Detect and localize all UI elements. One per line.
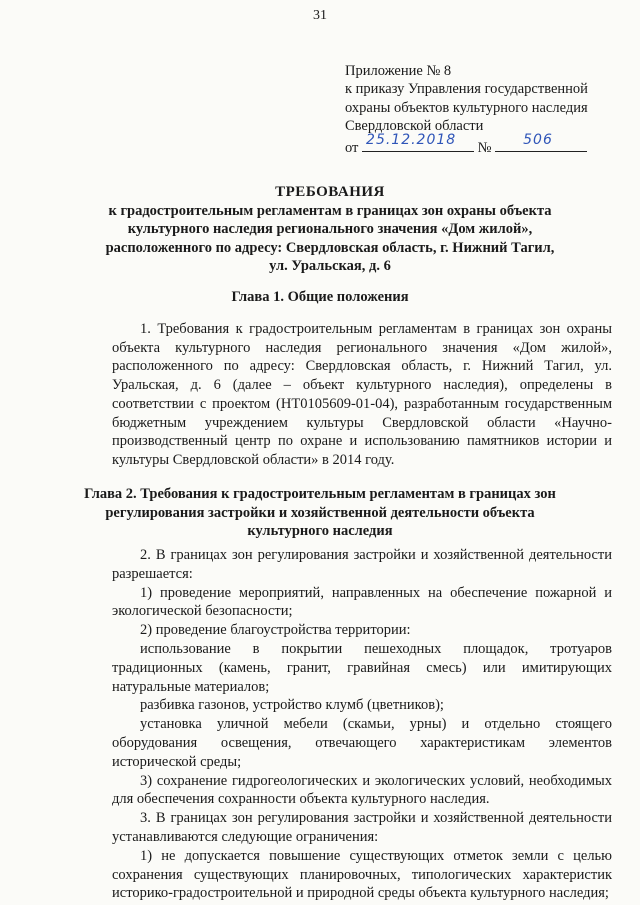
list-item: 1) не допускается повышение существующих отметок земли с целью сохранения существующих планировочных, типологических характеристик историко-градостроительной и природной среды объекта культурного наследия;: [112, 847, 612, 902]
from-label: от: [345, 139, 359, 156]
appendix-line-1: Приложение № 8: [345, 63, 452, 79]
chapter-1-heading: Глава 1. Общие положения: [231, 289, 409, 305]
title-line-2: культурного наследия регионального значения «Дом жилой»,: [127, 221, 533, 238]
chapter-2-heading-line-3: культурного наследия: [247, 523, 393, 540]
appendix-line-4: Свердловской области: [345, 118, 484, 135]
appendix-date-line: [345, 132, 588, 157]
date-field: [362, 132, 474, 152]
document-title: [80, 183, 580, 276]
paragraph-1-text: 1. Требования к градостроительным регламентам в границах зон охраны объекта культурного наследия регионального значения «Дом жилой», расположенного по адресу: Свердловская область, г. Нижний Тагил, ул. Уральская, д. 6 (далее – объект культурного наследия), определены в соответствии с проектом (НТ0105609-01-04), разработанным государственным бюджетным учреждением культуры Свердловской области «Научно-производственный центр по охране и использованию памятников истории и культуры Свердловской области» в 2014 году.: [112, 321, 612, 468]
appendix-line-2: к приказу Управления государственной: [345, 81, 588, 98]
number-label: №: [477, 139, 492, 156]
list-item: использование в покрытии пешеходных площадок, тротуаров традиционных (камень, гранит, гравийная смесь) или имитирующих натуральные материалов;: [112, 640, 612, 695]
list-item: 2. В границах зон регулирования застройки и хозяйственной деятельности разрешается:: [112, 547, 612, 582]
list-item: 3) сохранение гидрогеологических и экологических условий, необходимых для обеспечения сохранности объекта культурного наследия.: [112, 772, 612, 808]
chapter-2-heading-line-1: Глава 2. Требования к градостроительным регламентам в границах зон: [84, 486, 556, 502]
handwritten-date: 25.12.2018: [366, 132, 457, 149]
list-item: 1) проведение мероприятий, направленных на обеспечение пожарной и экологической безопасности;: [112, 584, 612, 620]
handwritten-number: 506: [523, 132, 553, 149]
title-line-3: расположенного по адресу: Свердловская область, г. Нижний Тагил,: [105, 239, 555, 256]
chapter-2-body: [112, 546, 612, 903]
list-item: 3. В границах зон регулирования застройки и хозяйственной деятельности устанавливаются следующие ограничения:: [112, 810, 612, 845]
chapter-1-paragraph: [112, 320, 612, 470]
list-item: разбивка газонов, устройство клумб (цветников);: [140, 697, 444, 714]
list-item: установка уличной мебели (скамьи, урны) и отдельно стоящего оборудования освещения, отвечающего характеристикам элементов исторической среды;: [112, 716, 612, 770]
title-line-1: к градостроительным регламентам в границах зон охраны объекта: [108, 202, 552, 219]
chapter-2-heading: [60, 485, 580, 541]
number-field: [495, 132, 587, 152]
list-item: 2) проведение благоустройства территории:: [140, 622, 411, 639]
title-line-4: ул. Уральская, д. 6: [269, 258, 391, 275]
title-main: ТРЕБОВАНИЯ: [275, 184, 385, 200]
appendix-line-3: охраны объектов культурного наследия: [345, 99, 588, 116]
appendix-block: [345, 62, 588, 157]
page-number: 31: [313, 8, 327, 23]
chapter-2-heading-line-2: регулирования застройки и хозяйственной деятельности объекта: [105, 504, 535, 521]
